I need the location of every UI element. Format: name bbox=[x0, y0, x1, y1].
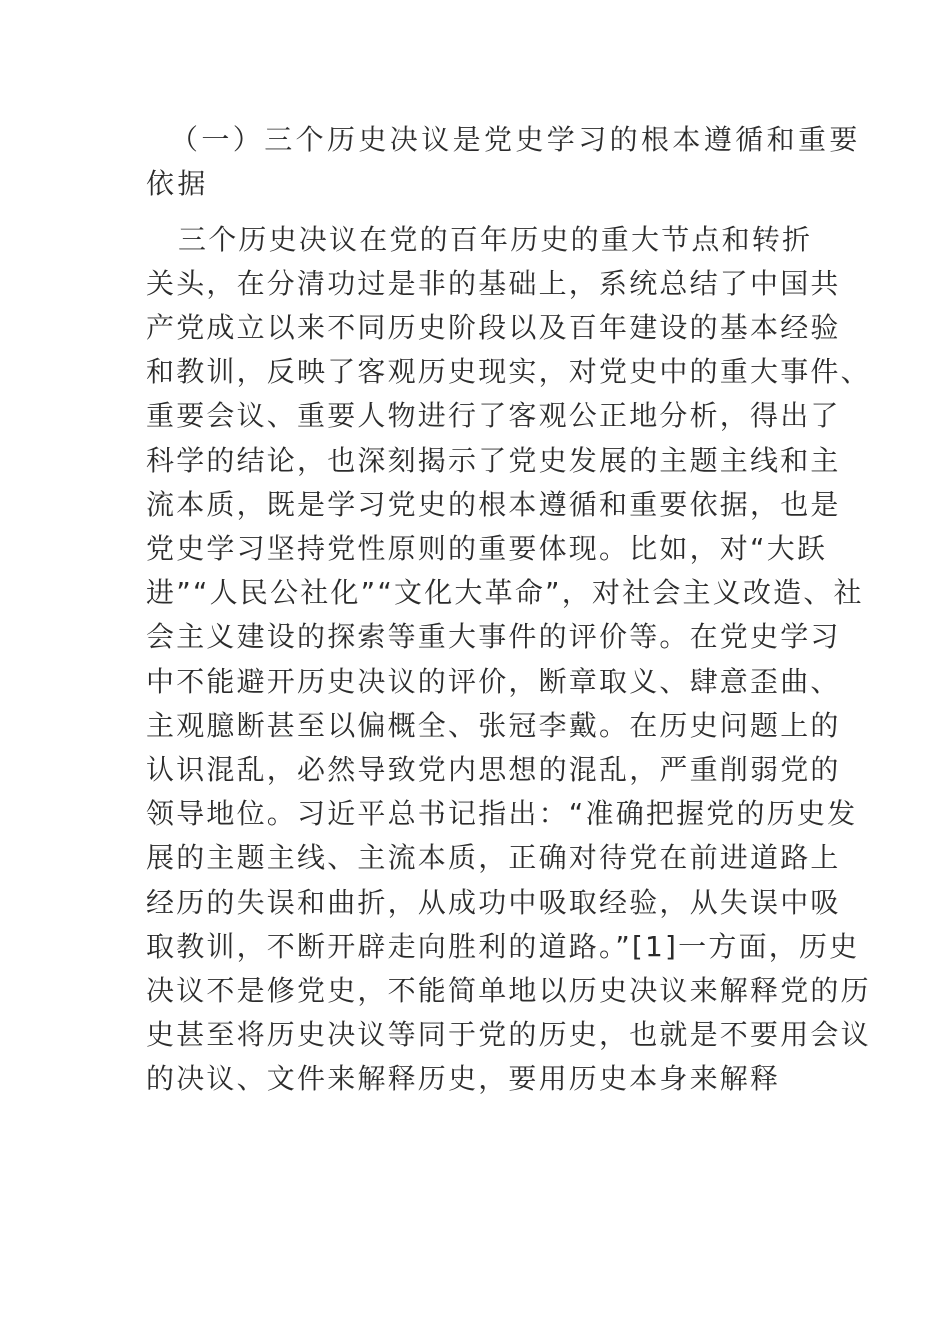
paragraph-line: 认识混乱，必然导致党内思想的混乱，严重削弱党的 bbox=[146, 753, 841, 786]
paragraph-line: 进”“人民公社化”“文化大革命”，对社会主义改造、社 bbox=[146, 576, 864, 609]
heading-line: （一）三个历史决议是党史学习的根本遵循和重要 bbox=[170, 123, 861, 156]
paragraph-line: 展的主题主线、主流本质，正确对待党在前进道路上 bbox=[146, 841, 841, 874]
paragraph-line: 的决议、文件来解释历史，要用历史本身来解释 bbox=[146, 1062, 781, 1095]
paragraph-line: 产党成立以来不同历史阶段以及百年建设的基本经验 bbox=[146, 311, 841, 344]
paragraph-line: 流本质，既是学习党史的根本遵循和重要依据，也是 bbox=[146, 488, 841, 521]
paragraph-line: 领导地位。习近平总书记指出：“准确把握党的历史发 bbox=[146, 797, 858, 830]
paragraph-line: 三个历史决议在党的百年历史的重大节点和转折 bbox=[178, 223, 813, 256]
paragraph-line: 主观臆断甚至以偏概全、张冠李戴。在历史问题上的 bbox=[146, 709, 841, 742]
paragraph-line: 重要会议、重要人物进行了客观公正地分析，得出了 bbox=[146, 399, 841, 432]
paragraph-line: 会主义建设的探索等重大事件的评价等。在党史学习 bbox=[146, 620, 841, 653]
paragraph-line: 经历的失误和曲折，从成功中吸取经验，从失误中吸 bbox=[146, 886, 841, 919]
heading-line: 依据 bbox=[146, 167, 209, 200]
paragraph-line: 科学的结论，也深刻揭示了党史发展的主题主线和主 bbox=[146, 444, 841, 477]
paragraph-line: 和教训，反映了客观历史现实，对党史中的重大事件、 bbox=[146, 355, 871, 388]
paragraph-line: 史甚至将历史决议等同于党的历史，也就是不要用会议 bbox=[146, 1018, 871, 1051]
paragraph-line: 中不能避开历史决议的评价，断章取义、肆意歪曲、 bbox=[146, 665, 841, 698]
paragraph-line: 关头，在分清功过是非的基础上，系统总结了中国共 bbox=[146, 267, 841, 300]
paragraph-line: 决议不是修党史，不能简单地以历史决议来解释党的历 bbox=[146, 974, 871, 1007]
paragraph-line: 党史学习坚持党性原则的重要体现。比如，对“大跃 bbox=[146, 532, 828, 565]
paragraph-line: 取教训，不断开辟走向胜利的道路。”[1]一方面，历史 bbox=[146, 930, 860, 963]
